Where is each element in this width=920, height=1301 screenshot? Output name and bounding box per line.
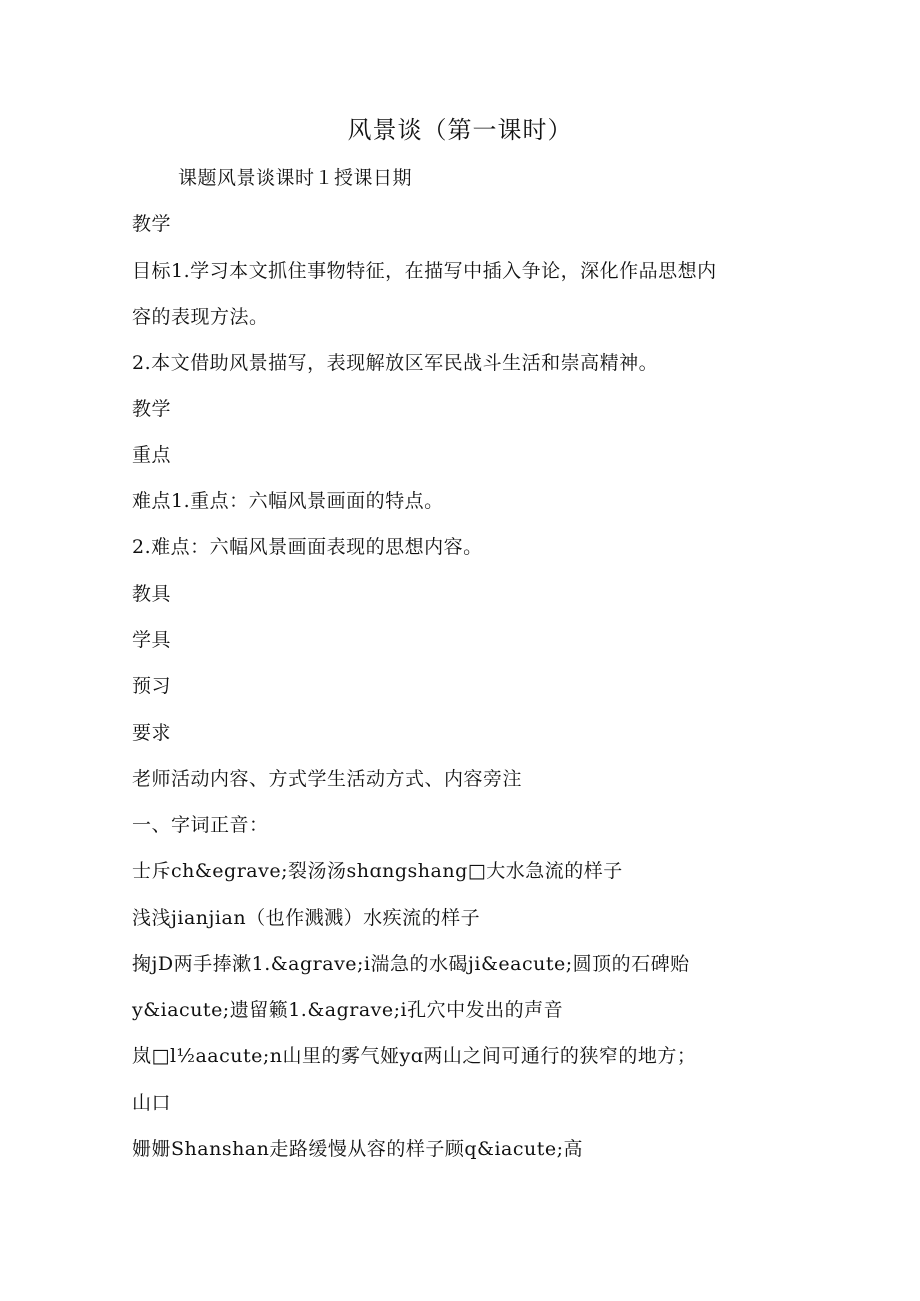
objective-line-2: 2.本文借助风景描写，表现解放区军民战斗生活和崇高精神。 — [132, 352, 659, 374]
objective-line-1: 目标1.学习本文抓住事物特征，在描写中插入争论，深化作品思想内 — [132, 260, 717, 282]
lesson-info-line: 课题风景谈课时１授课日期 — [178, 167, 413, 189]
vocab-line-4: y&iacute;遗留籁1.&agrave;i孔穴中发出的声音 — [132, 999, 564, 1021]
activity-header-line: 老师活动内容、方式学生活动方式、内容旁注 — [132, 768, 523, 790]
teaching-label-line-2: 教学 — [132, 398, 172, 420]
teaching-label-line: 教学 — [132, 213, 172, 235]
vocab-line-1: 士斥ch&egrave;裂汤汤shɑngshang□大水急流的样子 — [132, 860, 623, 882]
vocab-line-2: 浅浅jianjian（也作溅溅）水疾流的样子 — [132, 907, 481, 929]
document-title: 风景谈（第一课时） — [347, 116, 573, 144]
key-point-label-line: 重点 — [132, 444, 172, 466]
teaching-aids-line: 教具 — [132, 583, 172, 605]
objective-line-1-cont: 容的表现方法。 — [132, 306, 269, 328]
preview-label-line: 预习 — [132, 675, 172, 697]
vocab-line-5-cont: 山口 — [132, 1092, 172, 1114]
difficulty-line-1: 难点1.重点：六幅风景画面的特点。 — [132, 490, 444, 512]
vocab-line-5: 岚□l½aacute;n山里的雾气娅yɑ两山之间可通行的狭窄的地方； — [132, 1045, 697, 1067]
vocab-line-3: 掬jD两手捧漱1.&agrave;i湍急的水碣ji&eacute;圆顶的石碑贻 — [132, 953, 690, 975]
section-heading-line: 一、字词正音： — [132, 814, 269, 836]
learning-aids-line: 学具 — [132, 629, 172, 651]
vocab-line-6: 姗姗Shanshan走路缓慢从容的样子顾q&iacute;高 — [132, 1138, 584, 1160]
difficulty-line-2: 2.难点：六幅风景画面表现的思想内容。 — [132, 536, 483, 558]
requirement-label-line: 要求 — [132, 722, 172, 744]
